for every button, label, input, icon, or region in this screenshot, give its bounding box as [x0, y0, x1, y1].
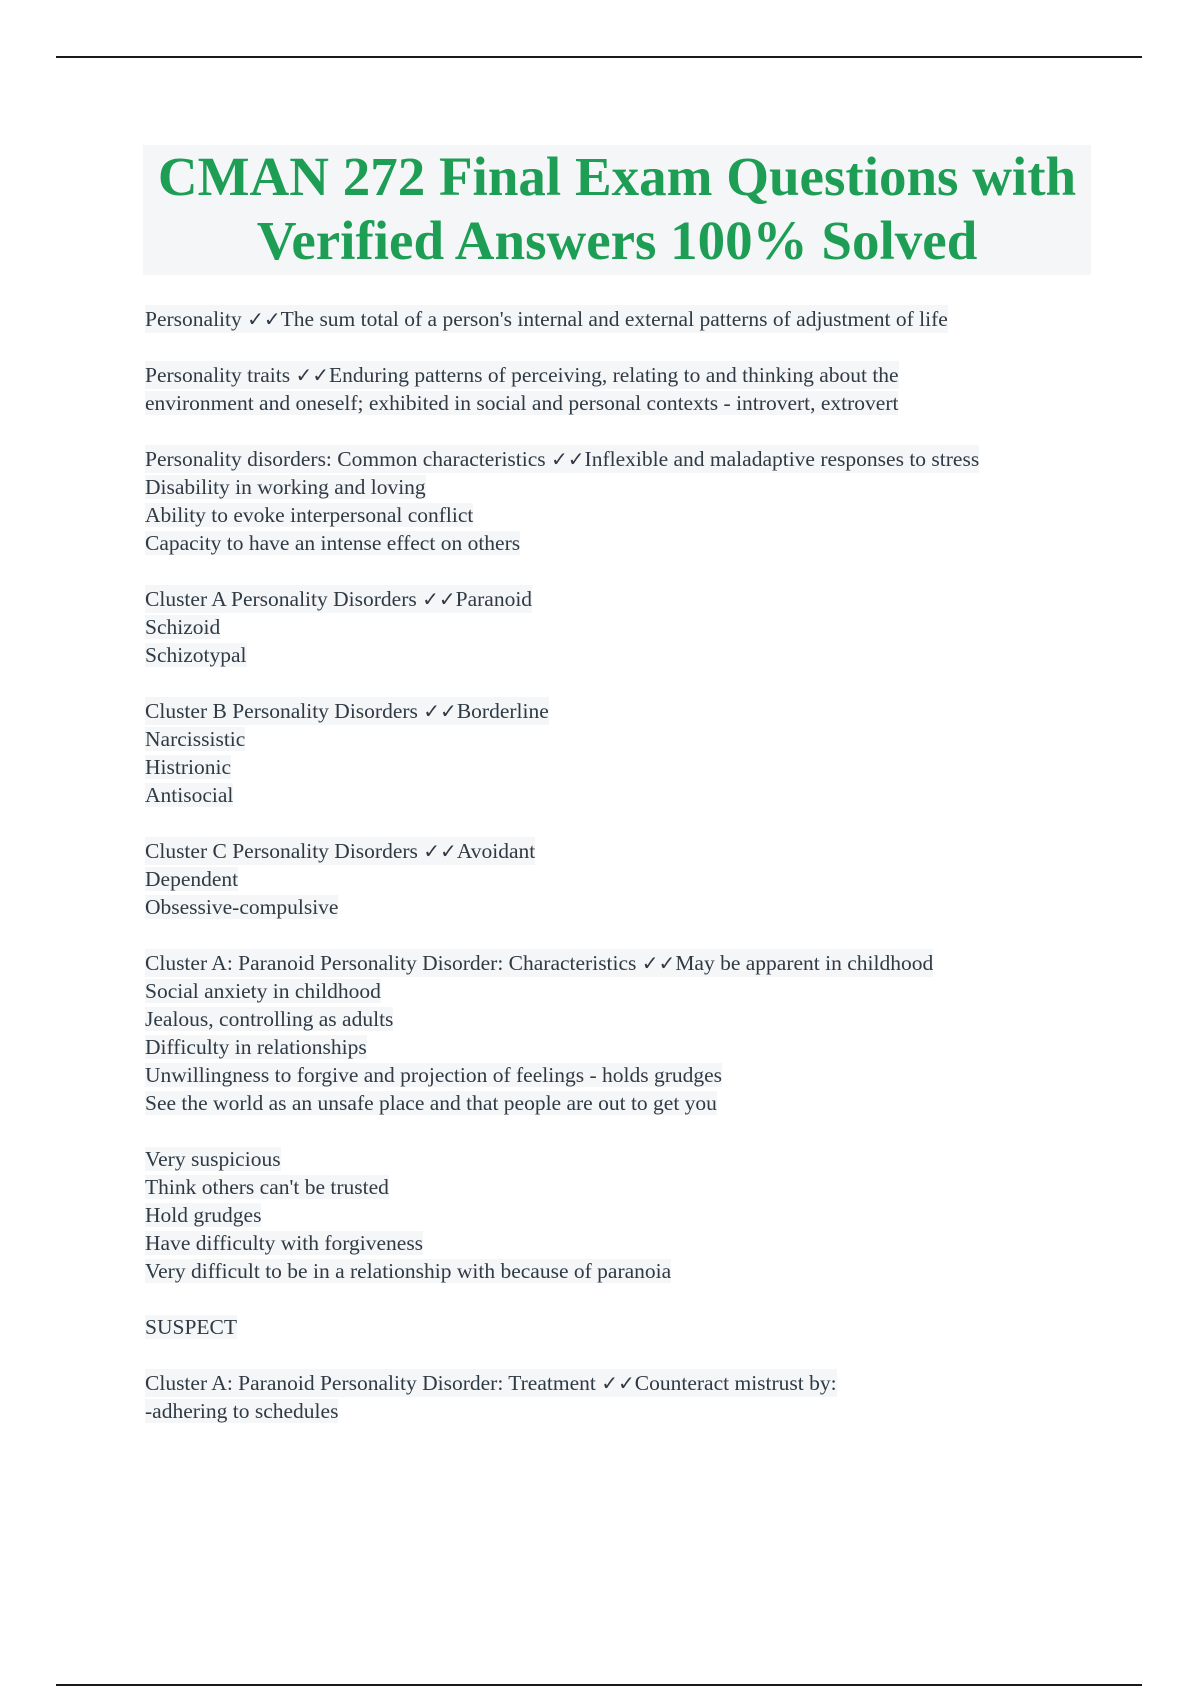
question-text: Cluster A: Paranoid Personality Disorder: Treatment — [145, 1371, 602, 1395]
answer-line-text: Difficulty in relationships — [145, 1035, 367, 1059]
qa-item — [145, 1369, 1145, 1425]
check-mark-icon: ✓✓ — [295, 363, 329, 387]
qa-item — [145, 361, 1145, 417]
answer-line-text: See the world as an unsafe place and that people are out to get you — [145, 1091, 717, 1115]
answer-line — [145, 501, 1145, 529]
answer-line-text: Disability in working and loving — [145, 475, 426, 499]
answer-text: Borderline — [456, 699, 549, 723]
answer-line — [145, 641, 1145, 669]
qa-first-line — [145, 305, 948, 333]
document-title — [143, 145, 1091, 275]
answer-line-text: Capacity to have an intense effect on others — [145, 531, 521, 555]
check-mark-icon: ✓✓ — [423, 699, 457, 723]
answer-line — [145, 613, 1145, 641]
answer-line — [145, 389, 1145, 417]
answer-line — [145, 1397, 1145, 1425]
answer-text: May be apparent in childhood — [675, 951, 934, 975]
answer-line-text: Narcissistic — [145, 727, 246, 751]
answer-line-text: Histrionic — [145, 755, 231, 779]
qa-first-line — [145, 1369, 837, 1397]
check-mark-icon: ✓✓ — [601, 1371, 635, 1395]
answer-line — [145, 725, 1145, 753]
answer-line — [145, 1033, 1145, 1061]
answer-line — [145, 1089, 1145, 1117]
question-text: Cluster A Personality Disorders — [145, 587, 423, 611]
answer-line-text: Very difficult to be in a relationship with because of paranoia — [145, 1259, 672, 1283]
answer-line — [145, 1005, 1145, 1033]
answer-line — [145, 1173, 1145, 1201]
qa-item — [145, 837, 1145, 921]
answer-line — [145, 1229, 1145, 1257]
answer-text: Avoidant — [456, 839, 536, 863]
answer-line-text: SUSPECT — [145, 1315, 238, 1339]
answer-line-text: Hold grudges — [145, 1203, 262, 1227]
answer-line — [145, 473, 1145, 501]
answer-line — [145, 1145, 1145, 1173]
check-mark-icon: ✓✓ — [422, 587, 456, 611]
answer-line-text: Ability to evoke interpersonal conflict — [145, 503, 474, 527]
check-mark-icon: ✓✓ — [247, 307, 281, 331]
question-text: Cluster A: Paranoid Personality Disorder: Characteristics — [145, 951, 642, 975]
check-mark-icon: ✓✓ — [423, 839, 457, 863]
answer-line — [145, 781, 1145, 809]
answer-text: Counteract mistrust by: — [634, 1371, 837, 1395]
qa-item — [145, 445, 1145, 557]
title-line-2: Verified Answers 100% Solved — [256, 210, 978, 271]
qa-item — [145, 305, 1145, 333]
answer-line — [145, 977, 1145, 1005]
bottom-rule — [56, 1684, 1142, 1686]
answer-line — [145, 1257, 1145, 1285]
qa-item — [145, 697, 1145, 809]
answer-line — [145, 865, 1145, 893]
qa-first-line — [145, 837, 535, 865]
question-text: Personality — [145, 307, 248, 331]
answer-line — [145, 1313, 1145, 1341]
answer-text: The sum total of a person's internal and external patterns of adjustment of life — [280, 307, 948, 331]
question-text: Cluster B Personality Disorders — [145, 699, 424, 723]
answer-line — [145, 1061, 1145, 1089]
answer-line-text: Social anxiety in childhood — [145, 979, 381, 1003]
qa-item — [145, 949, 1145, 1117]
answer-line — [145, 753, 1145, 781]
question-text: Cluster C Personality Disorders — [145, 839, 424, 863]
answer-text: Paranoid — [455, 587, 533, 611]
answer-line-text: environment and oneself; exhibited in social and personal contexts - introvert, extrovert — [145, 391, 899, 415]
answer-paragraph — [145, 1145, 1145, 1285]
qa-first-line — [145, 697, 549, 725]
check-mark-icon: ✓✓ — [551, 447, 585, 471]
check-mark-icon: ✓✓ — [641, 951, 676, 975]
answer-line-text: -adhering to schedules — [145, 1399, 339, 1423]
qa-first-line — [145, 949, 933, 977]
answer-line-text: Obsessive-compulsive — [145, 895, 339, 919]
answer-line — [145, 529, 1145, 557]
question-text: Personality disorders: Common characteristics — [145, 447, 552, 471]
answer-text: Inflexible and maladaptive responses to stress — [584, 447, 980, 471]
qa-content — [145, 305, 1145, 1453]
title-line-1: CMAN 272 Final Exam Questions with — [157, 146, 1077, 207]
answer-line-text: Very suspicious — [145, 1147, 281, 1171]
qa-first-line — [145, 445, 979, 473]
top-rule — [56, 56, 1142, 58]
answer-line-text: Antisocial — [145, 783, 234, 807]
answer-text: Enduring patterns of perceiving, relating to and thinking about the — [329, 363, 899, 387]
question-text: Personality traits — [145, 363, 296, 387]
answer-line-text: Jealous, controlling as adults — [145, 1007, 394, 1031]
answer-line-text: Have difficulty with forgiveness — [145, 1231, 424, 1255]
answer-line — [145, 1201, 1145, 1229]
answer-line-text: Schizoid — [145, 615, 221, 639]
answer-line-text: Unwillingness to forgive and projection of feelings - holds grudges — [145, 1063, 723, 1087]
qa-item — [145, 585, 1145, 669]
qa-first-line — [145, 361, 899, 389]
answer-line — [145, 893, 1145, 921]
qa-first-line — [145, 585, 532, 613]
answer-line-text: Schizotypal — [145, 643, 247, 667]
answer-paragraph — [145, 1313, 1145, 1341]
answer-line-text: Dependent — [145, 867, 239, 891]
answer-line-text: Think others can't be trusted — [145, 1175, 389, 1199]
